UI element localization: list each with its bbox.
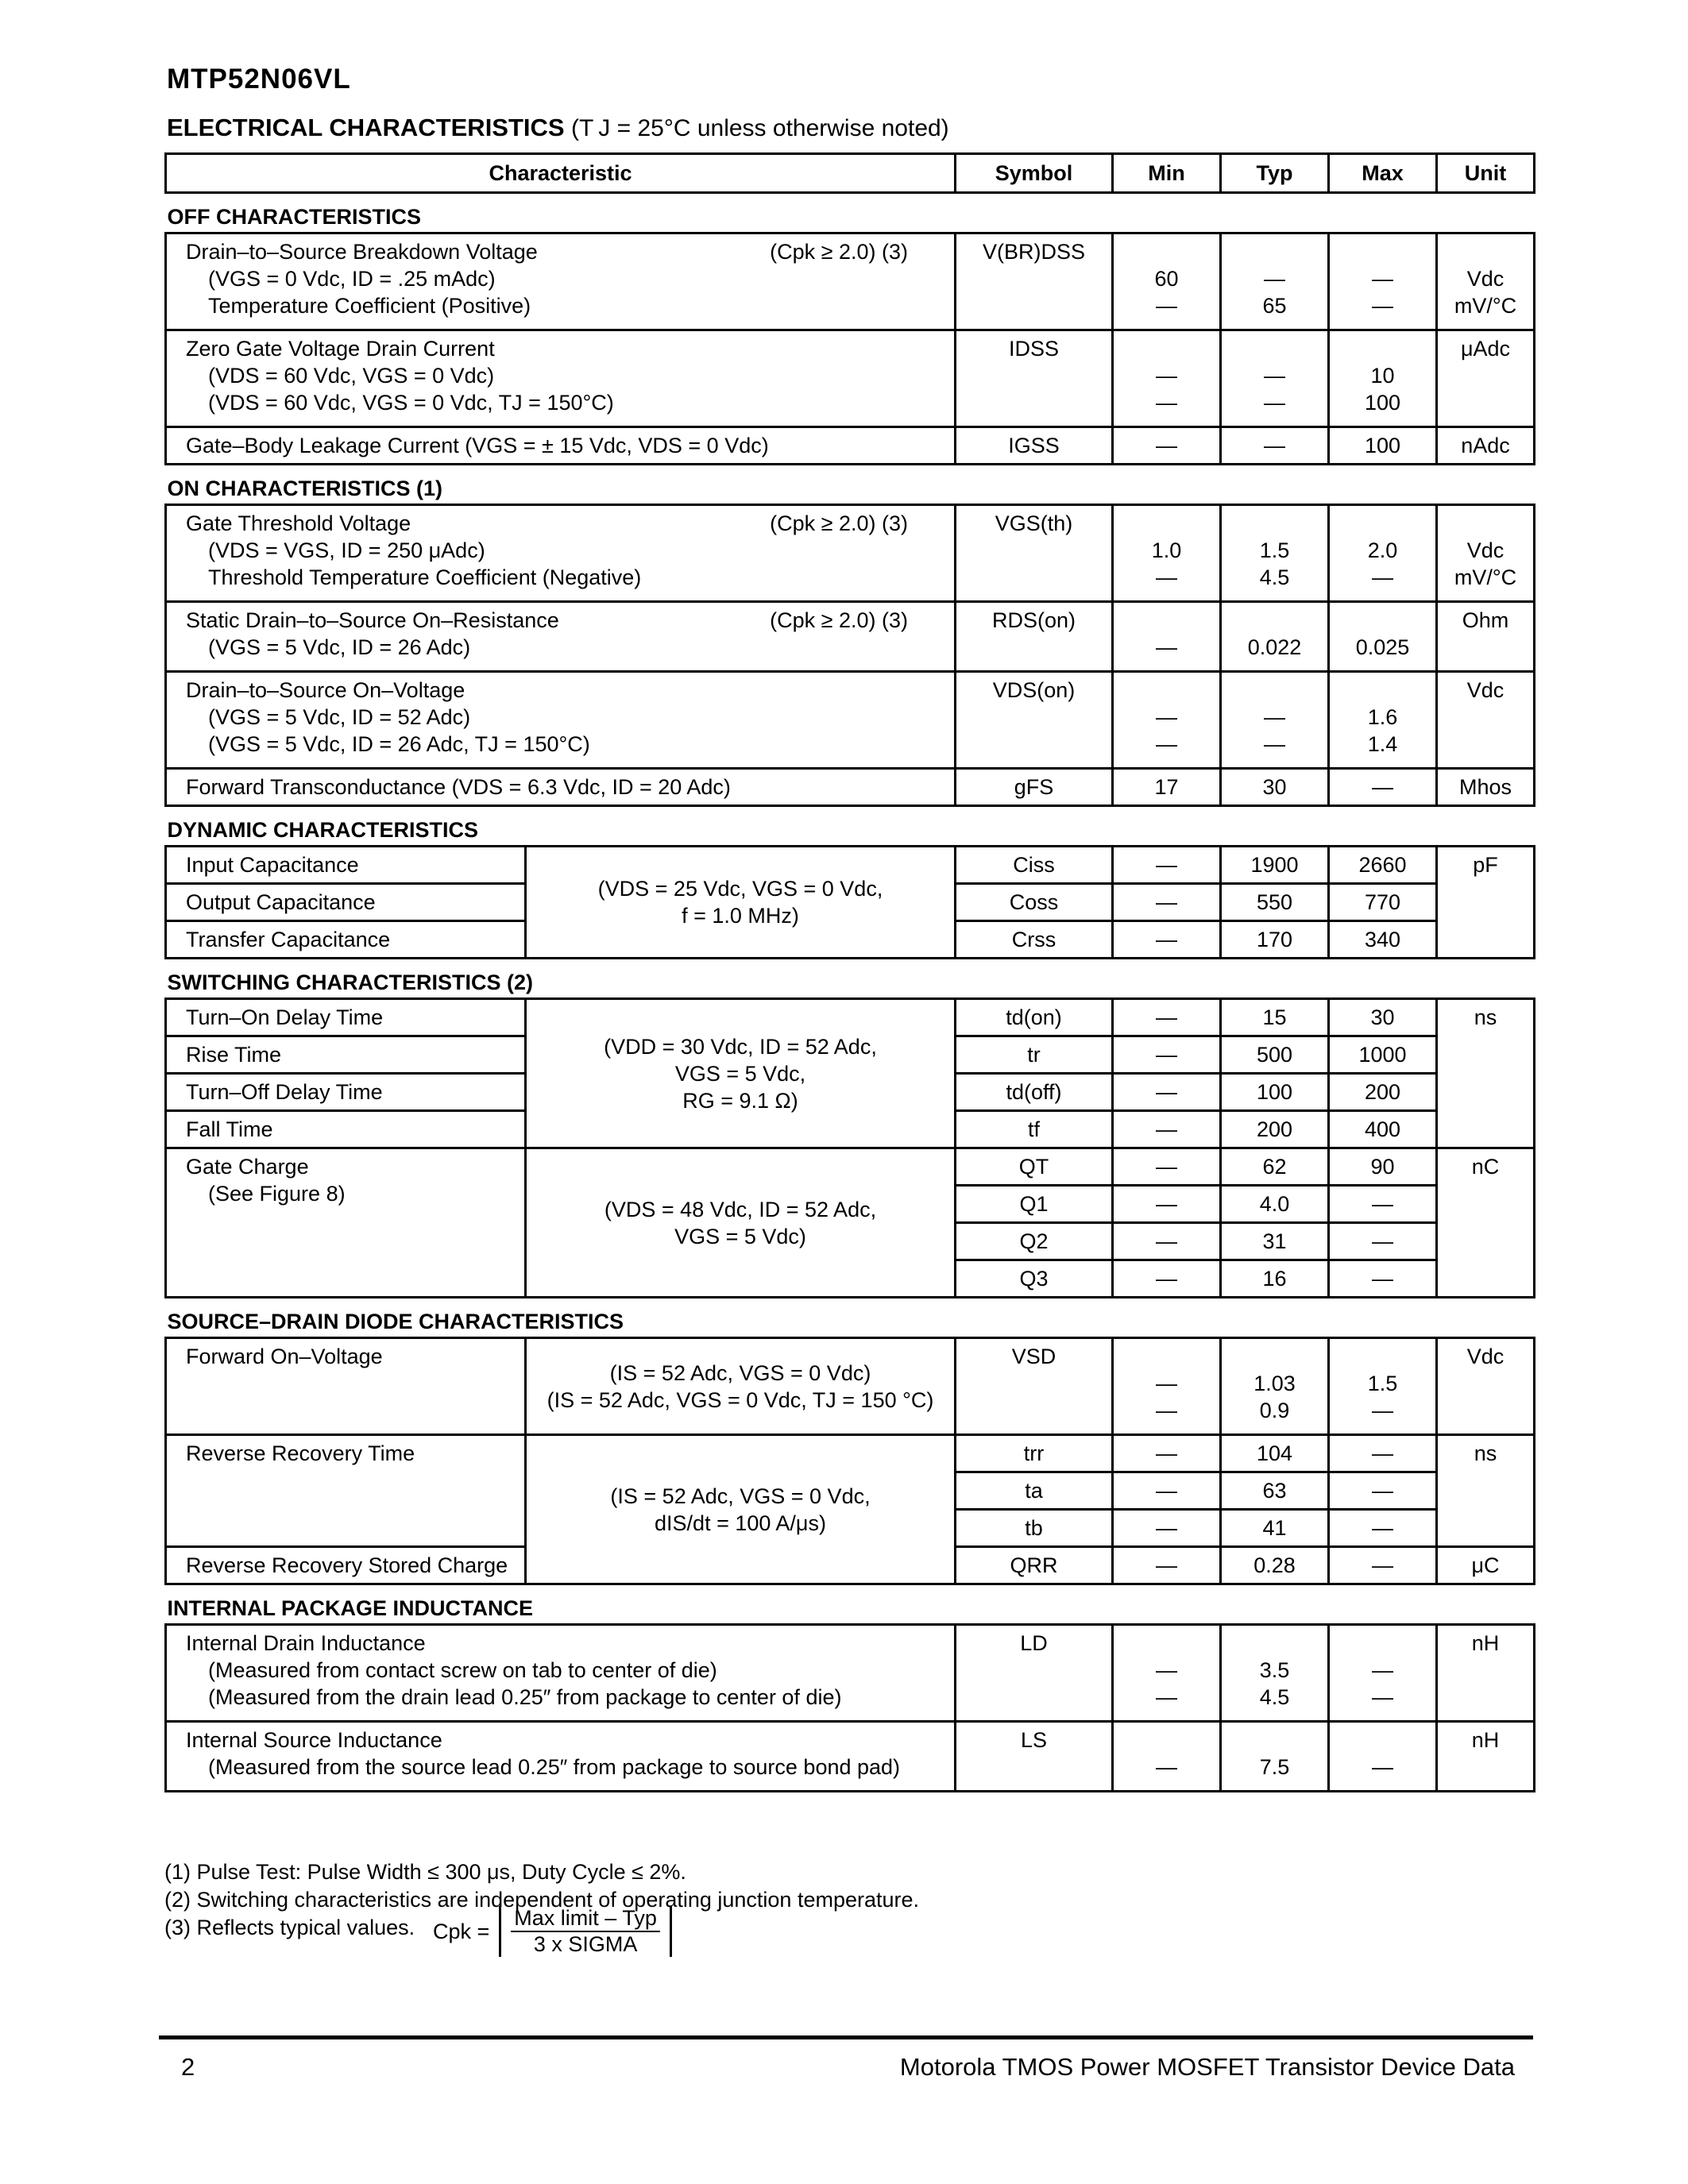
page-number: 2 (181, 2053, 195, 2081)
table-row (166, 999, 1535, 1036)
row-condition: (VDS = VGS, ID = 250 μAdc) (208, 538, 485, 562)
title-main: ELECTRICAL CHARACTERISTICS (167, 114, 565, 141)
row-label: Static Drain–to–Source On–Resistance (186, 608, 559, 632)
section-switching: SWITCHING CHARACTERISTICS (2) (167, 970, 533, 994)
unit-cell: ns (1437, 999, 1535, 1148)
typ-cell: 200 (1221, 1111, 1329, 1148)
row-condition: (VGS = 5 Vdc, ID = 26 Adc, TJ = 150°C) (208, 732, 590, 756)
max-cell: 100 (1329, 427, 1437, 465)
symbol-cell: tf (956, 1111, 1113, 1148)
row-condition: (Measured from contact screw on tab to center of die) (208, 1658, 717, 1682)
symbol-cell: VGS(th) (956, 505, 1113, 602)
electrical-characteristics-table (164, 152, 1535, 1792)
max-cell: — (1329, 769, 1437, 806)
section-inductance: INTERNAL PACKAGE INDUCTANCE (167, 1596, 534, 1620)
table-row (166, 602, 1535, 672)
min-cell: — — (1113, 330, 1221, 427)
cpk-formula (433, 1906, 672, 1957)
typ-cell: 3.5 4.5 (1221, 1625, 1329, 1722)
unit-cell: nAdc (1437, 427, 1535, 465)
table-row (166, 505, 1535, 602)
symbol-cell: tr (956, 1036, 1113, 1074)
typ-cell: 0.28 (1221, 1547, 1329, 1584)
symbol-cell: IDSS (956, 330, 1113, 427)
symbol-cell: V(BR)DSS (956, 233, 1113, 330)
typ-cell: 62 (1221, 1148, 1329, 1186)
typ-cell: 30 (1221, 769, 1329, 806)
row-condition: (VGS = 0 Vdc, ID = .25 mAdc) (208, 267, 496, 291)
col-typ: Typ (1221, 154, 1329, 193)
min-cell: — (1113, 999, 1221, 1036)
row-label: Output Capacitance (166, 884, 526, 921)
test-condition: (VDD = 30 Vdc, ID = 52 Adc, VGS = 5 Vdc, RG = 9.1 Ω) (526, 999, 956, 1148)
table-title (167, 114, 949, 142)
min-cell: — — (1113, 672, 1221, 769)
table-row (166, 330, 1535, 427)
typ-cell: 63 (1221, 1472, 1329, 1510)
min-cell: — — (1113, 1625, 1221, 1722)
symbol-cell: Q1 (956, 1186, 1113, 1223)
cpk-note: (Cpk ≥ 2.0) (3) (770, 511, 908, 535)
max-cell: 400 (1329, 1111, 1437, 1148)
min-cell: — (1113, 1260, 1221, 1298)
unit-cell: Vdc (1437, 1338, 1535, 1435)
table-row (166, 1148, 1535, 1186)
typ-cell: 1.5 4.5 (1221, 505, 1329, 602)
typ-cell: 500 (1221, 1036, 1329, 1074)
min-cell: — (1113, 1036, 1221, 1074)
symbol-cell: Ciss (956, 847, 1113, 884)
symbol-cell: QT (956, 1148, 1113, 1186)
min-cell: — (1113, 847, 1221, 884)
max-cell: — — (1329, 233, 1437, 330)
test-condition: (IS = 52 Adc, VGS = 0 Vdc) (IS = 52 Adc, VGS = 0 Vdc, TJ = 150 °C) (526, 1338, 956, 1435)
symbol-cell: LD (956, 1625, 1113, 1722)
max-cell: 30 (1329, 999, 1437, 1036)
symbol-cell: IGSS (956, 427, 1113, 465)
min-cell: — (1113, 1435, 1221, 1472)
formula-numerator: Max limit – Typ (511, 1906, 660, 1932)
row-label: Gate Charge (186, 1155, 309, 1179)
table-row (166, 1338, 1535, 1435)
row-label: Turn–Off Delay Time (166, 1074, 526, 1111)
typ-cell: 4.0 (1221, 1186, 1329, 1223)
row-label: Input Capacitance (166, 847, 526, 884)
title-note: (T J = 25°C unless otherwise noted) (570, 115, 949, 141)
unit-cell: Vdc (1437, 672, 1535, 769)
test-condition: (VDS = 48 Vdc, ID = 52 Adc, VGS = 5 Vdc) (526, 1148, 956, 1298)
max-cell: 2.0 — (1329, 505, 1437, 602)
unit-cell: Ohm (1437, 602, 1535, 672)
formula-fraction (499, 1906, 672, 1957)
row-label: Forward On–Voltage (166, 1338, 526, 1435)
table-row (166, 427, 1535, 465)
typ-cell: — — (1221, 330, 1329, 427)
symbol-cell: td(off) (956, 1074, 1113, 1111)
min-cell: 17 (1113, 769, 1221, 806)
min-cell: — (1113, 1223, 1221, 1260)
max-cell: 2660 (1329, 847, 1437, 884)
unit-cell: nH (1437, 1625, 1535, 1722)
footer-text: Motorola TMOS Power MOSFET Transistor Device Data (899, 2053, 1515, 2081)
footnote: (1) Pulse Test: Pulse Width ≤ 300 μs, Duty Cycle ≤ 2%. (164, 1860, 686, 1884)
typ-cell: 550 (1221, 884, 1329, 921)
row-condition: (Measured from the drain lead 0.25″ from package to center of die) (208, 1685, 842, 1709)
row-label: Drain–to–Source Breakdown Voltage (186, 240, 538, 264)
unit-cell: Mhos (1437, 769, 1535, 806)
min-cell: — (1113, 921, 1221, 959)
typ-cell: — — (1221, 672, 1329, 769)
col-max: Max (1329, 154, 1437, 193)
min-cell: — (1113, 1722, 1221, 1792)
unit-cell: Vdc mV/°C (1437, 505, 1535, 602)
part-number: MTP52N06VL (167, 64, 351, 95)
symbol-cell: Q3 (956, 1260, 1113, 1298)
typ-cell: — 65 (1221, 233, 1329, 330)
typ-cell: 41 (1221, 1510, 1329, 1547)
max-cell: — — (1329, 1625, 1437, 1722)
symbol-cell: VDS(on) (956, 672, 1113, 769)
symbol-cell: Crss (956, 921, 1113, 959)
symbol-cell: QRR (956, 1547, 1113, 1584)
row-condition: (VDS = 60 Vdc, VGS = 0 Vdc, TJ = 150°C) (208, 391, 614, 415)
section-on: ON CHARACTERISTICS (1) (167, 477, 443, 500)
row-subitem: Temperature Coefficient (Positive) (208, 294, 531, 318)
row-label: Gate Threshold Voltage (186, 511, 411, 535)
typ-cell: 7.5 (1221, 1722, 1329, 1792)
max-cell: 1.6 1.4 (1329, 672, 1437, 769)
max-cell: 1.5 — (1329, 1338, 1437, 1435)
symbol-cell: Coss (956, 884, 1113, 921)
min-cell: — (1113, 427, 1221, 465)
section-dynamic: DYNAMIC CHARACTERISTICS (167, 818, 478, 842)
col-characteristic: Characteristic (166, 154, 956, 193)
min-cell: — (1113, 1186, 1221, 1223)
min-cell: — (1113, 884, 1221, 921)
min-cell: — (1113, 1074, 1221, 1111)
test-condition: (VDS = 25 Vdc, VGS = 0 Vdc, f = 1.0 MHz) (526, 847, 956, 959)
symbol-cell: Q2 (956, 1223, 1113, 1260)
min-cell: — — (1113, 1338, 1221, 1435)
row-label: Fall Time (166, 1111, 526, 1148)
symbol-cell: tb (956, 1510, 1113, 1547)
typ-cell: 170 (1221, 921, 1329, 959)
row-label: Drain–to–Source On–Voltage (186, 678, 465, 702)
row-label: Turn–On Delay Time (166, 999, 526, 1036)
typ-cell: 0.022 (1221, 602, 1329, 672)
max-cell: — (1329, 1435, 1437, 1472)
table-row (166, 1722, 1535, 1792)
formula-denominator: 3 x SIGMA (533, 1932, 638, 1956)
max-cell: 90 (1329, 1148, 1437, 1186)
max-cell: — (1329, 1472, 1437, 1510)
max-cell: 340 (1329, 921, 1437, 959)
row-condition: (See Figure 8) (208, 1182, 346, 1206)
formula-lhs: Cpk = (433, 1919, 490, 1943)
min-cell: 60 — (1113, 233, 1221, 330)
min-cell: 1.0 — (1113, 505, 1221, 602)
max-cell: — (1329, 1186, 1437, 1223)
row-label: Internal Source Inductance (186, 1728, 442, 1752)
footer-rule (159, 2035, 1533, 2039)
table-row (166, 847, 1535, 884)
unit-cell: Vdc mV/°C (1437, 233, 1535, 330)
min-cell: — (1113, 1547, 1221, 1584)
typ-cell: 104 (1221, 1435, 1329, 1472)
symbol-cell: RDS(on) (956, 602, 1113, 672)
table-row (166, 769, 1535, 806)
col-symbol: Symbol (956, 154, 1113, 193)
section-off: OFF CHARACTERISTICS (167, 205, 421, 229)
col-unit: Unit (1437, 154, 1535, 193)
unit-cell: μC (1437, 1547, 1535, 1584)
row-label: Rise Time (166, 1036, 526, 1074)
max-cell: 10 100 (1329, 330, 1437, 427)
unit-cell: ns (1437, 1435, 1535, 1547)
max-cell: — (1329, 1223, 1437, 1260)
symbol-cell: trr (956, 1435, 1113, 1472)
symbol-cell: gFS (956, 769, 1113, 806)
table-row (166, 1625, 1535, 1722)
typ-cell: 1.03 0.9 (1221, 1338, 1329, 1435)
typ-cell: 31 (1221, 1223, 1329, 1260)
row-condition: (VGS = 5 Vdc, ID = 26 Adc) (208, 635, 471, 659)
row-label: Transfer Capacitance (166, 921, 526, 959)
cpk-note: (Cpk ≥ 2.0) (3) (770, 240, 908, 264)
row-condition: (VGS = 5 Vdc, ID = 52 Adc) (208, 705, 471, 729)
max-cell: — (1329, 1547, 1437, 1584)
min-cell: — (1113, 1472, 1221, 1510)
max-cell: — (1329, 1260, 1437, 1298)
unit-cell: μAdc (1437, 330, 1535, 427)
max-cell: 0.025 (1329, 602, 1437, 672)
symbol-cell: VSD (956, 1338, 1113, 1435)
row-label: Reverse Recovery Stored Charge (166, 1547, 526, 1584)
unit-cell: pF (1437, 847, 1535, 959)
unit-cell: nH (1437, 1722, 1535, 1792)
min-cell: — (1113, 602, 1221, 672)
typ-cell: — (1221, 427, 1329, 465)
typ-cell: 1900 (1221, 847, 1329, 884)
typ-cell: 15 (1221, 999, 1329, 1036)
symbol-cell: td(on) (956, 999, 1113, 1036)
max-cell: — (1329, 1722, 1437, 1792)
min-cell: — (1113, 1510, 1221, 1547)
footnote: (3) Reflects typical values. (164, 1916, 415, 1939)
col-min: Min (1113, 154, 1221, 193)
test-condition: (IS = 52 Adc, VGS = 0 Vdc, dIS/dt = 100 A/μs) (526, 1435, 956, 1584)
min-cell: — (1113, 1111, 1221, 1148)
table-row (166, 233, 1535, 330)
row-condition: (Measured from the source lead 0.25″ from package to source bond pad) (208, 1755, 901, 1779)
cpk-note: (Cpk ≥ 2.0) (3) (770, 608, 908, 632)
max-cell: 1000 (1329, 1036, 1437, 1074)
typ-cell: 100 (1221, 1074, 1329, 1111)
footnote: (2) Switching characteristics are independent of operating junction temperature. (164, 1888, 920, 1912)
max-cell: — (1329, 1510, 1437, 1547)
header-row (166, 154, 1535, 193)
row-label: Reverse Recovery Time (166, 1435, 526, 1547)
row-label: Zero Gate Voltage Drain Current (186, 337, 495, 361)
min-cell: — (1113, 1148, 1221, 1186)
section-diode: SOURCE–DRAIN DIODE CHARACTERISTICS (167, 1310, 624, 1333)
row-condition: (VDS = 60 Vdc, VGS = 0 Vdc) (208, 364, 495, 388)
symbol-cell: LS (956, 1722, 1113, 1792)
table-row (166, 672, 1535, 769)
typ-cell: 16 (1221, 1260, 1329, 1298)
row-label: Gate–Body Leakage Current (VGS = ± 15 Vdc, VDS = 0 Vdc) (166, 427, 956, 465)
row-label: Internal Drain Inductance (186, 1631, 426, 1655)
table-row (166, 1435, 1535, 1472)
row-label: Forward Transconductance (VDS = 6.3 Vdc, ID = 20 Adc) (166, 769, 956, 806)
max-cell: 200 (1329, 1074, 1437, 1111)
symbol-cell: ta (956, 1472, 1113, 1510)
max-cell: 770 (1329, 884, 1437, 921)
unit-cell: nC (1437, 1148, 1535, 1298)
row-subitem: Threshold Temperature Coefficient (Negative) (208, 565, 642, 589)
